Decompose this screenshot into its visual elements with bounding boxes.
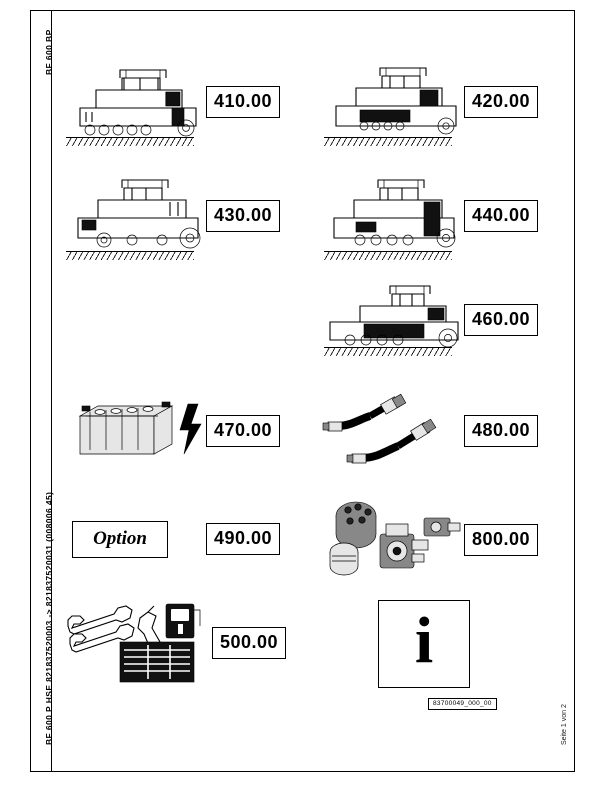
ground-hatch xyxy=(324,251,452,260)
item-number-800[interactable]: 800.00 xyxy=(464,524,538,556)
ground-hatch xyxy=(66,137,194,146)
lightning-bolt-icon xyxy=(180,404,201,454)
catalog-item[interactable] xyxy=(62,598,292,688)
hydraulic-hose-icon xyxy=(320,392,464,470)
option-text: Option xyxy=(72,521,168,558)
header-machine-code: BF 600 BP xyxy=(44,29,54,75)
paver-machine-icon xyxy=(320,278,464,362)
catalog-item[interactable] xyxy=(320,392,550,470)
paver-machine-icon xyxy=(62,56,206,148)
catalog-item[interactable] xyxy=(320,170,550,262)
paver-machine-icon xyxy=(320,170,464,262)
catalog-item[interactable] xyxy=(62,392,292,470)
paver-machine-icon xyxy=(320,56,464,148)
information-glyph: i xyxy=(414,604,434,677)
item-number-500[interactable]: 500.00 xyxy=(212,627,286,659)
item-number-470[interactable]: 470.00 xyxy=(206,415,280,447)
item-number-460[interactable]: 460.00 xyxy=(464,304,538,336)
catalog-item[interactable] xyxy=(62,170,292,262)
catalog-item[interactable] xyxy=(62,56,292,148)
page-number: Seite 1 von 2 xyxy=(561,704,568,745)
document-code: 83700049_000_00 xyxy=(428,698,497,710)
paver-machine-icon xyxy=(62,170,206,262)
ground-hatch xyxy=(66,251,194,260)
item-number-410[interactable]: 410.00 xyxy=(206,86,280,118)
ground-hatch xyxy=(324,347,452,356)
catalog-item[interactable] xyxy=(320,56,550,148)
ground-hatch xyxy=(324,137,452,146)
item-number-430[interactable]: 430.00 xyxy=(206,200,280,232)
tools-icon xyxy=(62,598,212,688)
item-number-490[interactable]: 490.00 xyxy=(206,523,280,555)
catalog-item[interactable] xyxy=(320,494,550,586)
information-symbol[interactable] xyxy=(378,600,470,688)
catalog-item[interactable] xyxy=(320,278,550,362)
item-number-480[interactable]: 480.00 xyxy=(464,415,538,447)
option-label-icon xyxy=(62,508,206,570)
item-number-420[interactable]: 420.00 xyxy=(464,86,538,118)
side-machine-code: BF 600 P HSE 821837520003 -> 821837520031 (008006 45) xyxy=(44,491,54,745)
catalog-item[interactable] xyxy=(62,508,292,570)
pump-parts-icon xyxy=(320,494,464,586)
item-number-440[interactable]: 440.00 xyxy=(464,200,538,232)
battery-icon xyxy=(62,392,206,470)
